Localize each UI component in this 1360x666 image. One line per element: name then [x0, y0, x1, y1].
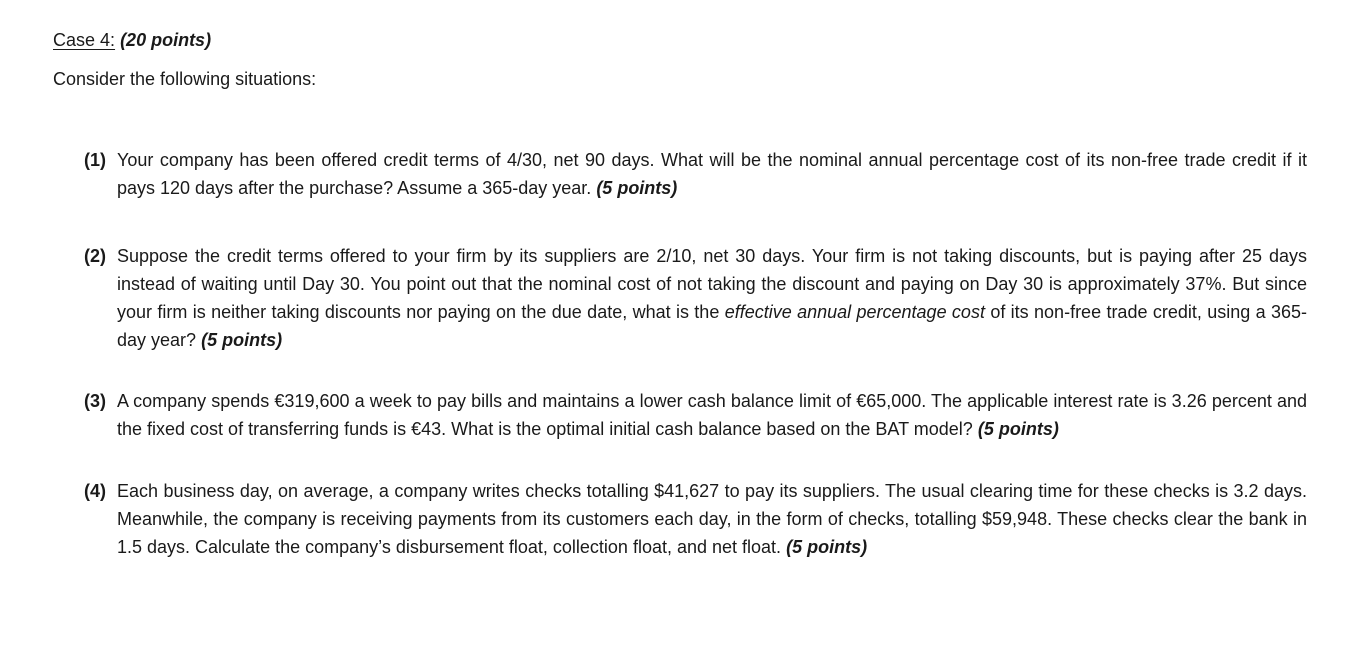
question-points: (5 points): [596, 178, 678, 198]
question-body: Your company has been offered credit terms of 4/30, net 90 days. What will be the nominal annual percentage cost of its non-free trade credit if it pays 120 days after the purchase? Assume a 365-day year.: [117, 150, 1307, 198]
case-label: Case 4:: [53, 30, 116, 50]
question-body: Each business day, on average, a company writes checks totalling $41,627 to pay its suppliers. The usual clearing time for these checks is 3.2 days. Meanwhile, the company is receiving payments from its customers each day, in the form of checks, totalling $59,948. These checks clear the bank in 1.5 days. Calculate the company’s disbursement float, collection float, and net float.: [117, 481, 1307, 557]
question-number: (4): [84, 481, 106, 501]
question-1: [84, 146, 1307, 202]
question-text: [117, 146, 1307, 202]
question-body: Suppose the credit terms offered to your firm by its suppliers are 2/10, net 30 days. Your firm is not taking discounts, but is paying after 25 days instead of waiting until Day 30. You point out that the nominal cost of not taking the discount and paying on Day 30 is approximately 37%. But since your firm is neither taking discounts nor paying on the due date, what is the: [117, 246, 1307, 322]
question-text: [117, 242, 1307, 354]
question-3: [84, 387, 1307, 443]
question-points: (5 points): [977, 419, 1059, 439]
question-points: (5 points): [201, 330, 283, 350]
question-body: A company spends €319,600 a week to pay bills and maintains a lower cash balance limit of €65,000. The applicable interest rate is 3.26 percent and the fixed cost of transferring funds is €43. What is the optimal initial cash balance based on the BAT model?: [117, 391, 1307, 439]
case-points: (20 points): [120, 30, 212, 50]
case-heading: [53, 29, 211, 51]
question-number: (2): [84, 246, 106, 266]
question-text: [117, 387, 1307, 443]
question-points: (5 points): [786, 537, 868, 557]
question-text: [117, 477, 1307, 561]
question-body-continued: of its non-free trade credit, using a 365-day year?: [117, 302, 1307, 350]
question-number: (1): [84, 150, 106, 170]
intro-text: Consider the following situations:: [53, 69, 317, 89]
question-emphasis: effective annual percentage cost: [724, 302, 985, 322]
question-number: (3): [84, 391, 106, 411]
question-2: [84, 242, 1307, 354]
question-4: [84, 477, 1307, 561]
